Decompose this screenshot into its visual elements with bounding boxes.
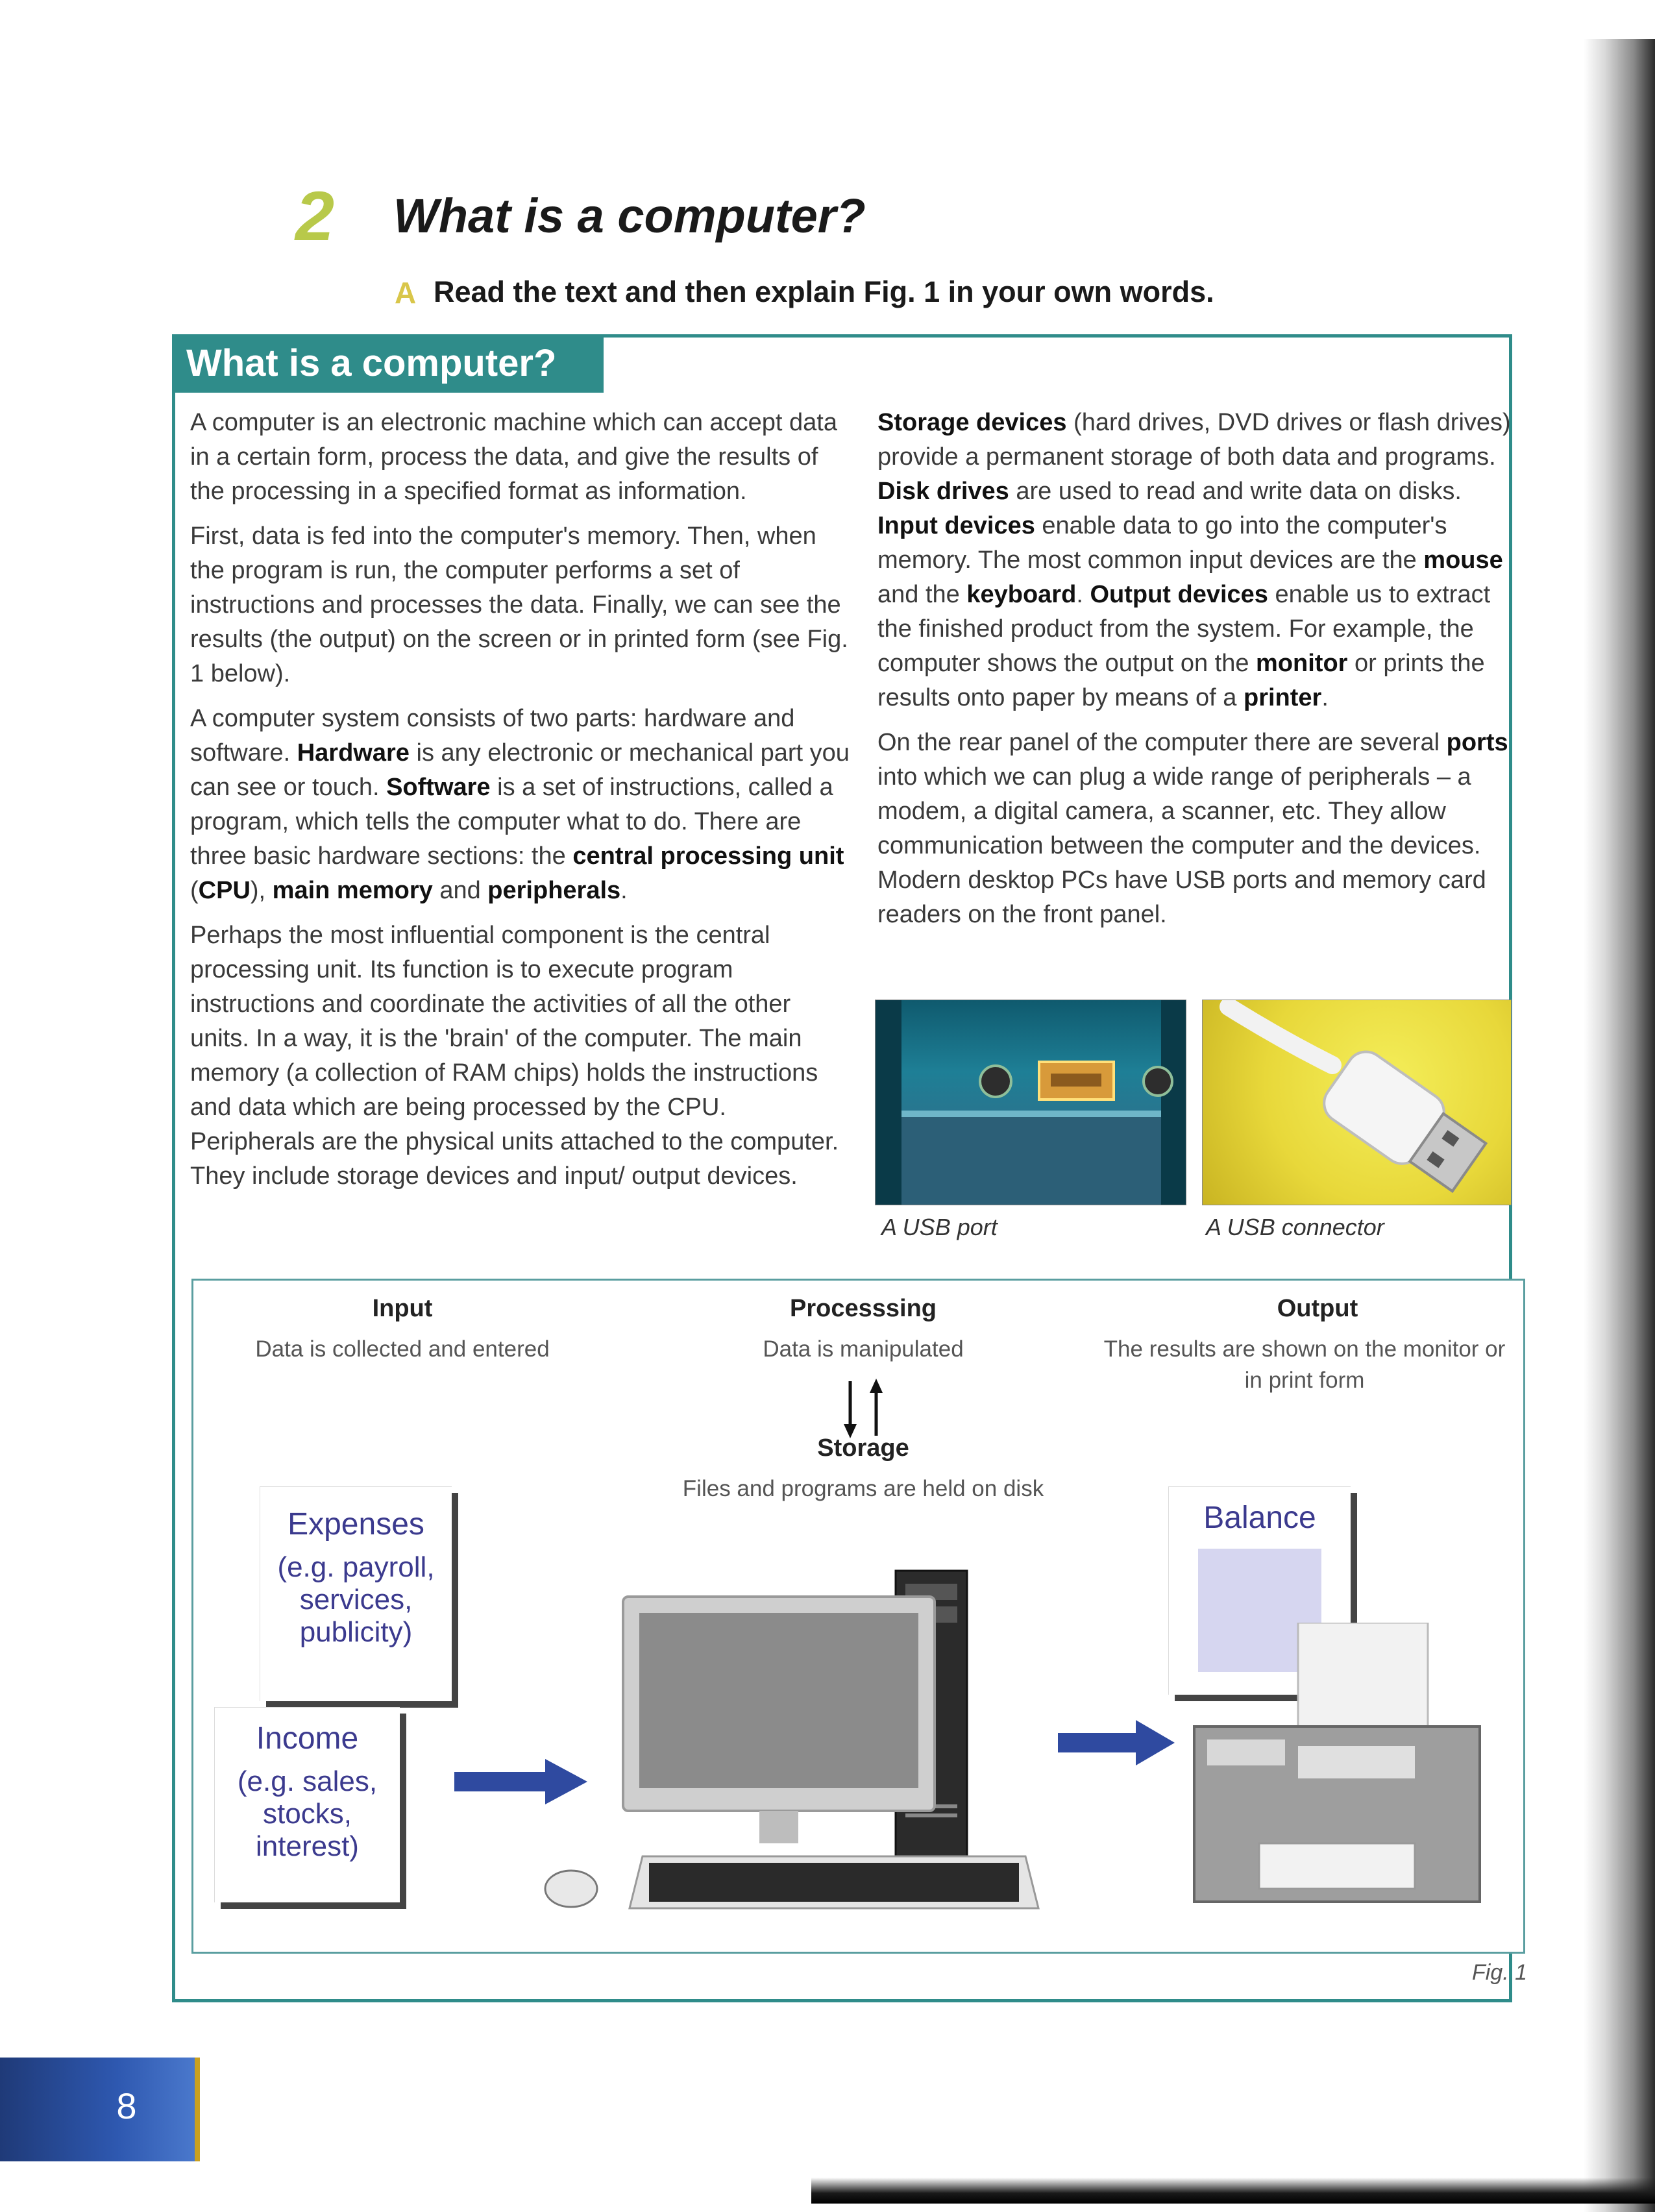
reading-right-column bbox=[877, 406, 1526, 942]
paragraph-process: First, data is fed into the computer's memory. Then, when the program is run, the computer performs a set of instructions and processes the data. Finally, we can see the results (the output) on the screen or in printed form (see Fig. 1 below). bbox=[190, 522, 848, 687]
text-span: A computer system consists of two parts: hardware and software. bbox=[190, 705, 795, 767]
task-instruction: Read the text and then explain Fig. 1 in your own words. bbox=[434, 275, 1214, 308]
paragraph-devices bbox=[877, 406, 1526, 715]
processing-storage-arrows bbox=[828, 1376, 899, 1441]
income-title: Income bbox=[256, 1721, 359, 1756]
term-input-devices: Input devices bbox=[877, 512, 1035, 539]
term-software: Software bbox=[386, 774, 491, 801]
unit-number: 2 bbox=[295, 177, 335, 255]
task-letter: A bbox=[395, 276, 417, 310]
text-span: are used to read and write data on disks. bbox=[1009, 478, 1462, 505]
paragraph-hardware-software bbox=[190, 702, 852, 908]
term-main-memory: main memory bbox=[272, 877, 433, 904]
text-span: . bbox=[620, 877, 628, 904]
mouse-icon bbox=[545, 1871, 597, 1907]
income-body bbox=[215, 1765, 400, 1863]
page-edge-shadow bbox=[1584, 39, 1655, 2212]
output-arrow-icon bbox=[1058, 1720, 1175, 1765]
income-line-2: stocks, bbox=[263, 1798, 352, 1830]
usb-connector-image bbox=[1203, 1000, 1511, 1205]
term-cpu: central processing unit bbox=[572, 842, 844, 870]
term-cpu-abbr: CPU bbox=[198, 877, 251, 904]
text-span: (hard drives, DVD drives or flash drives) provide a permanent storage of both data and programs. bbox=[877, 409, 1511, 471]
processing-description: Data is manipulated bbox=[763, 1336, 964, 1362]
output-description-line-1: The results are shown on the monitor or bbox=[1103, 1336, 1506, 1362]
text-span: and the bbox=[877, 581, 967, 608]
balance-title: Balance bbox=[1203, 1501, 1316, 1535]
income-line-3: interest) bbox=[256, 1830, 359, 1862]
paragraph-definition: A computer is an electronic machine which can accept data in a certain form, process the data, and give the results of the processing in a specified format as information. bbox=[190, 409, 837, 505]
up-arrowhead-icon bbox=[870, 1379, 883, 1393]
text-span: or prints the results onto paper by means of a bbox=[877, 650, 1485, 711]
computer-illustration bbox=[454, 1558, 1103, 1921]
text-span: . bbox=[1321, 684, 1329, 711]
usb-port-photo bbox=[875, 1000, 1186, 1205]
expenses-title: Expenses bbox=[288, 1507, 424, 1542]
storage-heading: Storage bbox=[817, 1434, 909, 1462]
text-span: . bbox=[1076, 581, 1090, 608]
page-title: What is a computer? bbox=[393, 189, 866, 243]
term-ports: ports bbox=[1446, 729, 1508, 756]
monitor-stand bbox=[759, 1811, 798, 1843]
term-mouse: mouse bbox=[1423, 547, 1503, 574]
text-span: enable us to extract the finished product from the system. For example, the computer shows the output on the bbox=[877, 581, 1491, 677]
term-keyboard: keyboard bbox=[966, 581, 1077, 608]
printer-illustration bbox=[1051, 1623, 1506, 1928]
income-line-1: (e.g. sales, bbox=[237, 1765, 378, 1797]
output-description bbox=[1090, 1334, 1519, 1396]
term-disk-drives: Disk drives bbox=[877, 478, 1009, 505]
expenses-body bbox=[260, 1551, 452, 1649]
income-card bbox=[214, 1707, 400, 1902]
reading-left-column bbox=[190, 406, 852, 1204]
term-printer: printer bbox=[1244, 684, 1322, 711]
text-span: ), bbox=[250, 877, 273, 904]
usb-port-caption: A USB port bbox=[881, 1214, 998, 1240]
term-storage-devices: Storage devices bbox=[877, 409, 1067, 436]
usb-connector-photo bbox=[1202, 1000, 1512, 1205]
printer-paper-out bbox=[1259, 1843, 1415, 1889]
expenses-card bbox=[260, 1486, 452, 1701]
expenses-line-3: publicity) bbox=[299, 1616, 413, 1648]
paragraph-cpu: Perhaps the most influential component is the central processing unit. Its function is to execute program instructions and coordinate the activities of all the other units. In a way, it is the 'brain' of the computer. The main memory (a collection of RAM chips) holds the instructions and data which are being processed by the CPU. Peripherals are the physical units attached to the computer. They include storage devices and input/ output devices. bbox=[190, 922, 839, 1190]
term-peripherals: peripherals bbox=[487, 877, 621, 904]
text-span: and bbox=[432, 877, 488, 904]
text-span: On the rear panel of the computer there are several bbox=[877, 729, 1447, 756]
storage-description: Files and programs are held on disk bbox=[682, 1476, 1044, 1501]
reading-box-label: What is a computer? bbox=[172, 334, 604, 393]
usb-connector-caption: A USB connector bbox=[1206, 1214, 1384, 1240]
term-output-devices: Output devices bbox=[1090, 581, 1268, 608]
expenses-line-1: (e.g. payroll, bbox=[277, 1551, 435, 1583]
output-description-line-2: in print form bbox=[1244, 1368, 1365, 1393]
text-span: is a set of instructions, called a program, which tells the computer what to do. There are three basic hardware sections: the bbox=[190, 774, 833, 870]
page-bottom-shadow bbox=[811, 2178, 1655, 2204]
input-heading: Input bbox=[372, 1295, 433, 1322]
figure-label: Fig. 1 bbox=[1472, 1960, 1528, 1985]
expenses-line-2: services, bbox=[299, 1584, 413, 1616]
monitor-screen bbox=[639, 1613, 918, 1788]
text-span: into which we can plug a wide range of peripherals – a modem, a digital camera, a scanner, etc. They allow communication between the computer and the devices. Modern desktop PCs have USB ports and memory card readers on the front panel. bbox=[877, 763, 1486, 928]
text-span: ( bbox=[190, 877, 199, 904]
page-number: 8 bbox=[116, 2085, 137, 2126]
text-span: enable data to go into the computer's memory. The most common input devices are the bbox=[877, 512, 1447, 574]
input-description: Data is collected and entered bbox=[255, 1336, 550, 1362]
text-span: is any electronic or mechanical part you can see or touch. bbox=[190, 739, 850, 801]
term-monitor: monitor bbox=[1256, 650, 1348, 677]
paragraph-ports bbox=[877, 726, 1526, 932]
usb-port-image bbox=[876, 1000, 1186, 1205]
processing-heading: Processsing bbox=[790, 1295, 937, 1322]
term-hardware: Hardware bbox=[297, 739, 410, 767]
input-arrow-icon bbox=[454, 1759, 587, 1804]
output-heading: Output bbox=[1277, 1295, 1358, 1322]
printer-paper-in bbox=[1298, 1623, 1428, 1727]
